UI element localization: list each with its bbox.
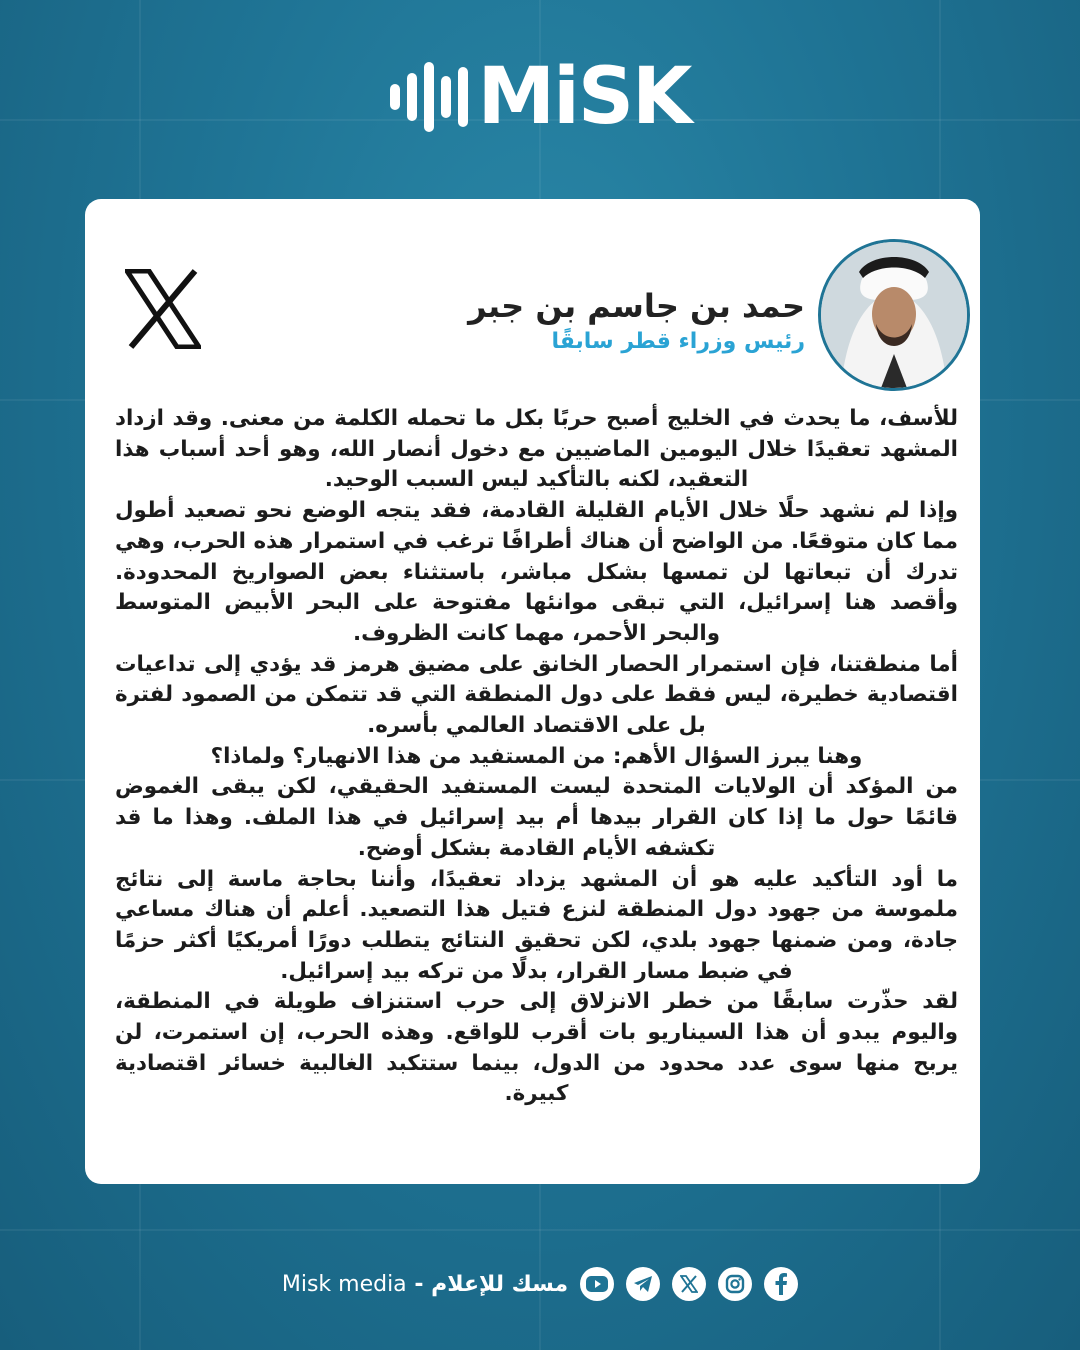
misk-logo xyxy=(0,52,1080,142)
quote-body xyxy=(115,404,958,1110)
footer-latin-label: Misk media xyxy=(281,1271,407,1297)
paragraph: وإذا لم نشهد حلًا خلال الأيام القليلة القادمة، فقد يتجه الوضع نحو تصعيد أطول مما كان متوقعًا. من الواضح أن هناك أطرافًا ترغب في استمرار هذه الحرب، وهي تدرك أن تبعاتها لن تمسها بشكل مباشر، باستثناء بعض الصواريخ المحدودة. وأقصد هنا إسرائيل، التي تبقى موانئها مفتوحة على البحر الأبيض المتوسط والبحر الأحمر، مهما كانت الظروف. xyxy=(115,498,958,646)
footer-arabic-label: مسك للإعلام xyxy=(431,1271,569,1297)
youtube-icon[interactable] xyxy=(580,1267,614,1301)
footer xyxy=(0,1262,1080,1306)
paragraph: لقد حذّرت سابقًا من خطر الانزلاق إلى حرب استنزاف طويلة في المنطقة، واليوم يبدو أن هذا السيناريو بات أقرب للواقع. وهذه الحرب، إن استمرت، لن يربح منها سوى عدد محدود من الدول، بينما ستتكبد الغالبية خسائر اقتصادية كبيرة. xyxy=(115,989,958,1107)
author-title: رئيس وزراء قطر سابقًا xyxy=(551,329,805,354)
x-icon[interactable] xyxy=(672,1267,706,1301)
facebook-icon[interactable] xyxy=(764,1267,798,1301)
x-icon xyxy=(125,269,201,349)
paragraph: أما منطقتنا، فإن استمرار الحصار الخانق على مضيق هرمز قد يؤدي إلى تداعيات اقتصادية خطيرة، ليس فقط على دول المنطقة التي قد تتمكن من الصمود لفترة بل على الاقتصاد العالمي بأسره. xyxy=(115,651,958,739)
paragraph: ما أود التأكيد عليه هو أن المشهد يزداد تعقيدًا، وأننا بحاجة ماسة إلى نتائج ملموسة من جهود دول المنطقة لنزع فتيل هذا التصعيد. أعلم أن هناك مساعي جادة، ومن ضمنها جهود بلدي، لكن تحقيق النتائج يتطلب دورًا أمريكيًا أكثر حزمًا في ضبط مسار القرار، بدلًا من تركه بيد إسرائيل. xyxy=(115,866,958,984)
telegram-icon[interactable] xyxy=(626,1267,660,1301)
paragraph: من المؤكد أن الولايات المتحدة ليست المستفيد الحقيقي، لكن يبقى الغموض قائمًا حول ما إذا كان القرار بيدها أم بيد إسرائيل في هذا الملف. وهذا ما قد تكشفه الأيام القادمة بشكل أوضح. xyxy=(115,774,958,861)
quote-card xyxy=(85,199,980,1184)
sound-wave-icon xyxy=(390,62,468,132)
instagram-icon[interactable] xyxy=(718,1267,752,1301)
logo-text: MiSK xyxy=(477,52,691,142)
footer-label xyxy=(282,1272,568,1297)
author-name: حمد بن جاسم بن جبر xyxy=(468,287,805,325)
avatar xyxy=(818,239,970,391)
paragraph: وهنا يبرز السؤال الأهم: من المستفيد من هذا الانهيار؟ ولماذا؟ xyxy=(210,743,863,769)
footer-separator: - xyxy=(414,1271,424,1297)
paragraph: للأسف، ما يحدث في الخليج أصبح حربًا بكل ما تحمله الكلمة من معنى. وقد ازداد المشهد تعقيدًا خلال اليومين الماضيين مع دخول أنصار الله، وهو أحد أسباب هذا التعقيد، لكنه بالتأكيد ليس السبب الوحيد. xyxy=(115,406,958,493)
